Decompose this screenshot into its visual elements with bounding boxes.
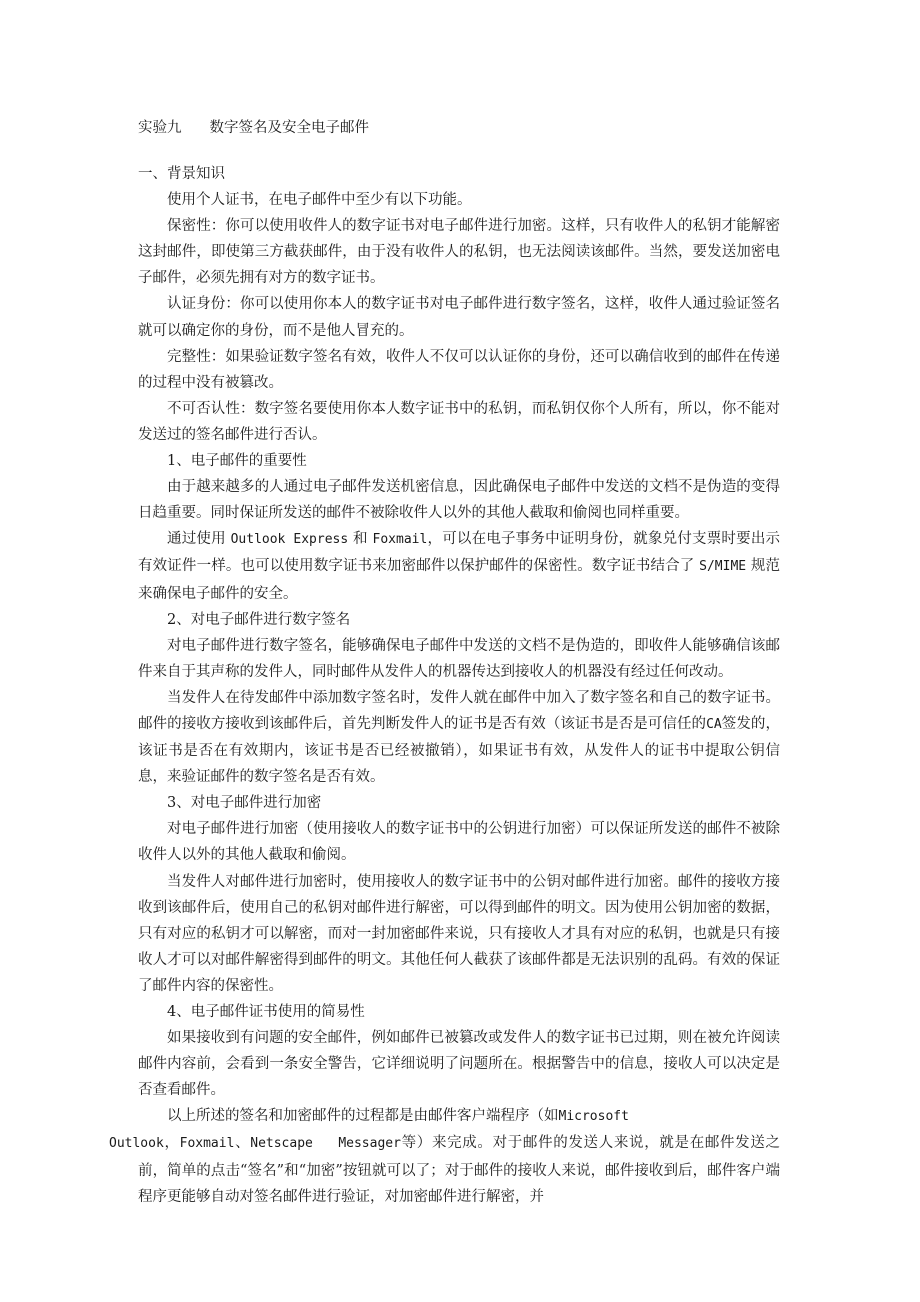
paragraph-integrity: 完整性：如果验证数字签名有效，收件人不仅可以认证你的身份，还可以确信收到的邮件在传递的过程中没有被篡改。 bbox=[138, 348, 780, 391]
subheading-digital-signature: 2、对电子邮件进行数字签名 bbox=[167, 611, 351, 628]
paragraph-encryption-purpose: 对电子邮件进行加密（使用接收人的数字证书中的公钥进行加密）可以保证所发送的邮件不被除收件人以外的其他人截取和偷阅。 bbox=[138, 821, 780, 864]
term-smime: S/MIME bbox=[699, 559, 747, 575]
paragraph-email-importance: 由于越来越多的人通过电子邮件发送机密信息，因此确保电子邮件中发送的文档不是伪造的变得日趋重要。同时保证所发送的邮件不被除收件人以外的其他人截取和偷阅也同样重要。 bbox=[138, 479, 780, 522]
text-run: 签发的，该证书是否在有效期内，该证书是否已经被撤销），如果证书有效，从发件人的证书中提取公钥信息，来验证邮件的数字签名是否有效。 bbox=[138, 715, 780, 786]
paragraph-signature-process bbox=[138, 685, 780, 790]
text-run: ， bbox=[163, 1135, 180, 1152]
paragraph-authentication: 认证身份：你可以使用你本人的数字证书对电子邮件进行数字签名，这样，收件人通过验证签名就可以确定你的身份，而不是他人冒充的。 bbox=[138, 296, 780, 339]
paragraph-security-warning: 如果接收到有问题的安全邮件，例如邮件已被篡改或发件人的数字证书已过期，则在被允许阅读邮件内容前，会看到一条安全警告，它详细说明了问题所在。根据警告中的信息，接收人可以决定是否查看邮件。 bbox=[138, 1030, 780, 1099]
text-run: 以上所述的签名和加密邮件的过程都是由邮件客户端程序（如 bbox=[167, 1108, 559, 1125]
text-run: ，可以在电子事务中证明身份，就象兑付支票时要出示有效证件一样。也可以使用数字证书来加密邮件以保护邮件的保密性。数字证书结合了 bbox=[138, 531, 781, 575]
product-name-outlook: Outlook bbox=[109, 1136, 164, 1152]
paragraph-client-programs bbox=[109, 1103, 781, 1209]
text-run: 规范来确保电子邮件的安全。 bbox=[138, 558, 781, 602]
text-run: 当发件人在待发邮件中添加数字签名时，发件人就在邮件中加入了数字签名和自己的数字证书。邮件的接收方接收到该邮件后，首先判断发件人的证书是否有效（该证书是否是可信任的 bbox=[138, 689, 780, 732]
paragraph-confidentiality: 保密性：你可以使用收件人的数字证书对电子邮件进行加密。这样，只有收件人的私钥才能解密这封邮件，即使第三方截获邮件，由于没有收件人的私钥，也无法阅读该邮件。当然，要发送加密电子邮件，必须先拥有对方的数字证书。 bbox=[138, 218, 780, 287]
product-name-outlook-express: Outlook Express bbox=[230, 532, 349, 548]
product-name-microsoft: Microsoft bbox=[558, 1109, 629, 1125]
text-run: 通过使用 bbox=[167, 531, 231, 548]
title-prefix: 实验九 bbox=[138, 120, 182, 136]
text-run: 、 bbox=[234, 1135, 251, 1152]
subheading-encryption: 3、对电子邮件进行加密 bbox=[167, 795, 322, 812]
term-ca: CA bbox=[706, 716, 722, 732]
product-name-foxmail-2: Foxmail bbox=[179, 1136, 235, 1152]
page-title bbox=[138, 115, 369, 141]
paragraph-outlook-foxmail bbox=[138, 526, 780, 606]
paragraph-non-repudiation: 不可否认性：数字签名要使用你本人数字证书中的私钥，而私钥仅你个人所有，所以，你不能对发送过的签名邮件进行否认。 bbox=[138, 400, 780, 443]
product-name-netscape-messager: Netscape Messager bbox=[250, 1136, 401, 1152]
paragraph-encryption-process: 当发件人对邮件进行加密时，使用接收人的数字证书中的公钥对邮件进行加密。邮件的接收方接收到该邮件后，使用自己的私钥对邮件进行解密，可以得到邮件的明文。因为使用公钥加密的数据，只有对应的私钥才可以解密，而对一封加密邮件来说，只有接收人才具有对应的私钥，也就是只有接收人才可以对邮件解密得到邮件的明文。其他任何人截获了该邮件都是无法识别的乱码。有效的保证了邮件内容的保密性。 bbox=[138, 873, 780, 994]
paragraph-signature-purpose: 对电子邮件进行数字签名，能够确保电子邮件中发送的文档不是伪造的，即收件人能够确信该邮件来自于其声称的发件人，同时邮件从发件人的机器传达到接收人的机器没有经过任何改动。 bbox=[138, 637, 780, 680]
product-name-foxmail: Foxmail bbox=[372, 532, 428, 548]
text-run: 等）来完成。对于邮件的发送人来说，就是在邮件发送之前，简单的点击“签名”和“加密”按钮就可以了；对于邮件的接收人来说，邮件接收到后，邮件客户端程序更能够自动对签名邮件进行验证，对加密邮件进行解密，并 bbox=[138, 1135, 781, 1205]
section-heading-background: 一、背景知识 bbox=[138, 166, 225, 182]
document-body bbox=[109, 161, 781, 1210]
subheading-email-importance: 1、电子邮件的重要性 bbox=[167, 453, 307, 470]
title-main: 数字签名及安全电子邮件 bbox=[209, 120, 369, 136]
text-run: 和 bbox=[348, 531, 373, 548]
paragraph-intro: 使用个人证书，在电子邮件中至少有以下功能。 bbox=[167, 192, 472, 209]
subheading-ease-of-use: 4、电子邮件证书使用的简易性 bbox=[167, 1004, 365, 1020]
